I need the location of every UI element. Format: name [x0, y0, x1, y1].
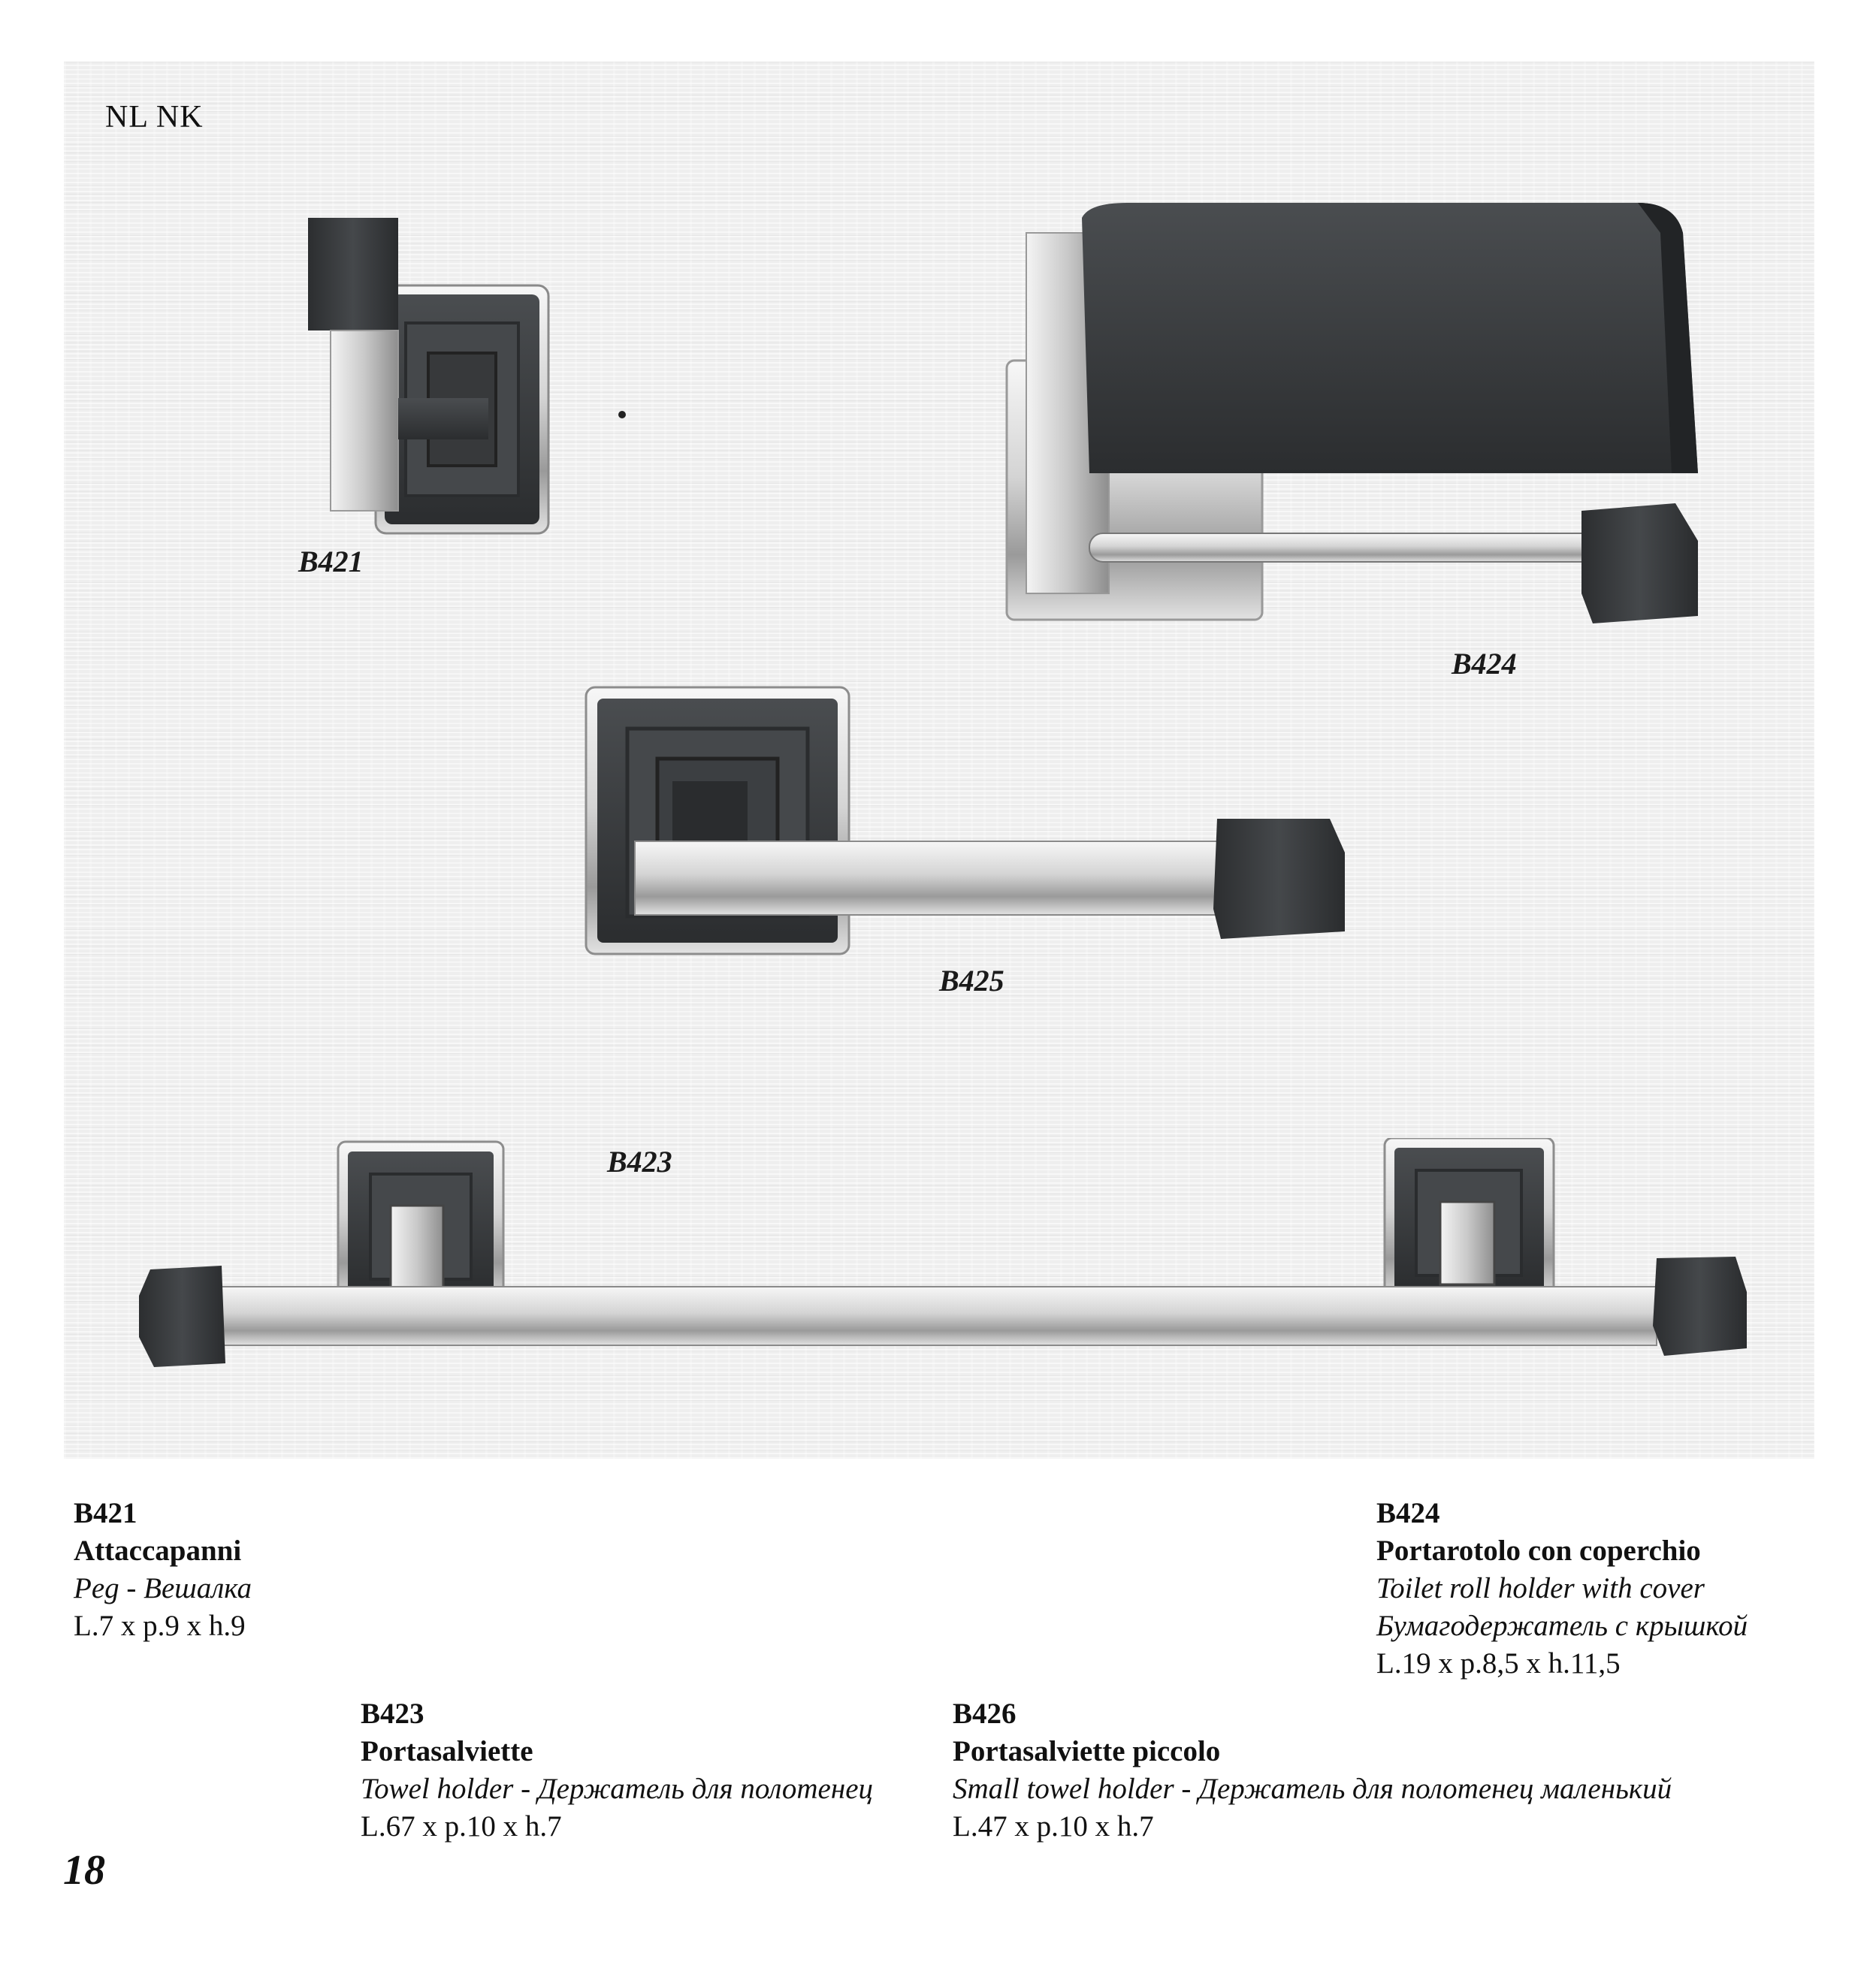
product-translation-ru: Бумагодержатель с крышкой: [1376, 1610, 1748, 1642]
product-name: Portarotolo con coperchio: [1376, 1535, 1701, 1567]
product-name: Portasalviette piccolo: [953, 1735, 1221, 1767]
product-description-b421: [74, 1495, 252, 1645]
product-code: B426: [953, 1698, 1017, 1730]
product-translation: Peg - Вешалка: [74, 1572, 252, 1604]
product-description-b426: [953, 1695, 1672, 1846]
product-name: Attaccapanni: [74, 1535, 242, 1567]
product-translation: Towel holder - Держатель для полотенец: [361, 1773, 874, 1805]
product-code: B423: [361, 1698, 424, 1730]
product-name: Portasalviette: [361, 1735, 533, 1767]
product-description-b423: [361, 1695, 873, 1846]
product-translation: Small towel holder - Держатель для полотенец маленький: [953, 1773, 1672, 1805]
peg-b421-image: [301, 218, 631, 548]
product-code: B421: [74, 1497, 137, 1529]
photo-label-b424: B424: [1452, 647, 1517, 681]
product-dimensions: L.67 x p.10 x h.7: [361, 1810, 562, 1843]
product-code: B424: [1376, 1497, 1440, 1529]
towel-holder-b423-image: [131, 1138, 1754, 1378]
photo-label-b421: B421: [298, 545, 364, 578]
product-dimensions: L.19 x p.8,5 x h.11,5: [1376, 1647, 1621, 1680]
page-number: 18: [63, 1847, 105, 1894]
finish-codes: NL NK: [105, 100, 204, 134]
photo-label-b425: B425: [939, 964, 1004, 998]
photo-label-b423: B423: [607, 1145, 672, 1179]
product-description-b424: [1376, 1495, 1748, 1683]
toilet-roll-holder-b424-image: [999, 203, 1713, 638]
roll-holder-b425-image: [582, 684, 1349, 961]
product-dimensions: L.7 x p.9 x h.9: [74, 1610, 246, 1642]
product-dimensions: L.47 x p.10 x h.7: [953, 1810, 1154, 1843]
product-translation: Toilet roll holder with cover: [1376, 1572, 1705, 1604]
